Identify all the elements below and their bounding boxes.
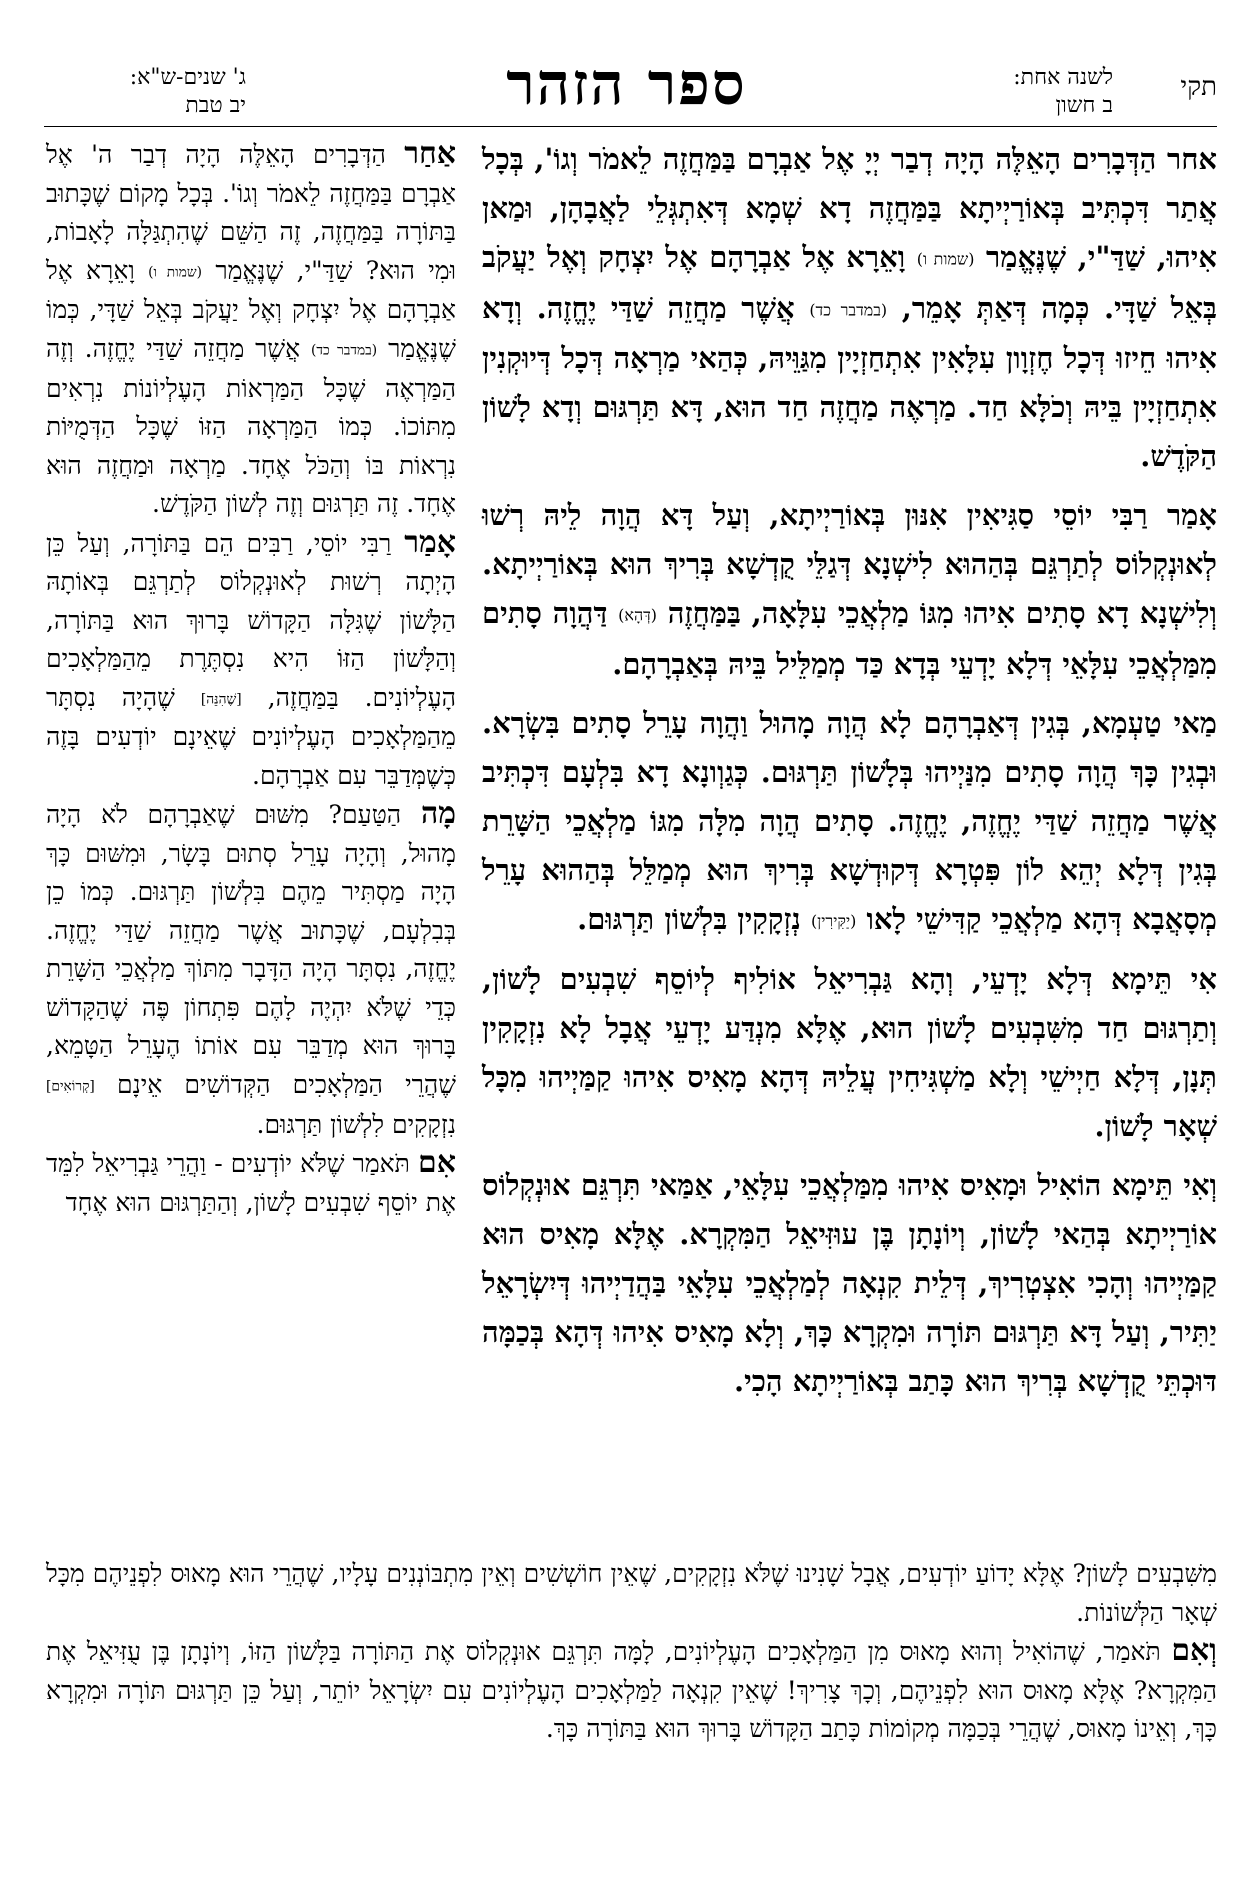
main-paragraph <box>482 699 1217 946</box>
paragraph-text: תֵּימָא הוֹאִיל וּמָאִיס אִיהוּ מִמַּלְאֲכֵי עִלָּאֵי, אַמַּאי תִּרְגֵּם אוּנְקְלוֹס אוֹרַיְיתָא בְּהַאי לָשׁוֹן, וְיוֹנָתָן בֶּן עוּזִּיאֵל הַמִּקְרָא. אֶלָּא מָאִיס הוּא קַמַּיְיהוּ וְהָכִי אִצְטְרִיךְ, דְּלֵית קִנְאָה לְמַלְאֲכֵי עִלָּאֵי בַּהֲדַיְיהוּ דְּיִשְׂרָאֵל יַתִּיר, וְעַל דָּא תַּרְגּוּם תּוֹרָה וּמִקְרָא כָּךְ, וְלָא מָאִיס אִיהוּ דְּהָא בְּכַמָּה דּוּכְתֵּי קֻדְשָׁא בְּרִיךְ הוּא כָּתַב בְּאוֹרַיְיתָא הָכִי. <box>482 1168 1217 1398</box>
translation-paragraph <box>46 524 456 796</box>
paragraph-lead-word: אָמַר <box>1166 498 1217 532</box>
aramaic-main-text <box>482 135 1217 1416</box>
paragraph-text: הַטַּעַם? מִשּׁוּם שֶׁאַבְרָהָם לֹא הָיָה מָהוּל, וְהָיָה עָרֵל סְתוּם בָּשָׂר, וּמִשּׁוּם כָּךְ הָיָה מַסְתִּיר מֵהֶם בִּלְשׁוֹן תַּרְגּוּם. כְּמוֹ כֵן בְּבִלְעָם, שֶׁכָּתוּב אֲשֶׁר מַחֲזֵה שַׁדַּי יֶחֱזֶה. יֶחֱזֶה, נִסְתָּר הָיָה הַדָּבָר מִתּוֹךְ מַלְאֲכֵי הַשָּׁרֵת כְּדֵי שֶׁלֹּא יִהְיֶה לָהֶם פִּתְחוֹן פֶּה שֶׁהַקָּדוֹשׁ בָּרוּךְ הוּא מְדַבֵּר עִם אוֹתוֹ הֶעָרֵל הַטָּמֵא, שֶׁהֲרֵי הַמַּלְאָכִים הַקְּדוֹשִׁים אֵינָם <box>46 800 456 1099</box>
paragraph-text: אֲשֶׁר מַחֲזֵה שַׁדַּי יֶחֱזֶה. וְדָא אִיהוּ חֵיזוּ דְּכָל חֶזְוָון עִלָּאִין אִתְחַזְיָין מִגַּוֵּיהּ, כְּהַאי מַרְאָה דְּכָל דְּיוּקְנִין אִתְחַזְיָין בֵּיהּ וְכֹלָּא חַד. מַרְאֶה מַחֲזֶה חַד הוּא, דָּא תַּרְגּוּם וְדָא לָשׁוֹן הַקֹּדֶשׁ. <box>482 290 1217 473</box>
scripture-reference: (במדבר כד) <box>311 342 378 358</box>
header-divider <box>44 126 1217 127</box>
paragraph-text: מִשִּׁבְעִים לָשׁוֹן? אֶלָּא יָדוֹעַ יוֹדְעִים, אֲבָל שָׁנִינוּ שֶׁלֹּא נִזְקָקִים, שֶׁאֵין חוֹשְׁשִׁים וְאֵין מִתְבּוֹנְנִים עָלָיו, שֶׁהֲרֵי הוּא מָאוּס לִפְנֵיהֶם מִכָּל שְׁאָר הַלְּשׁוֹנוֹת. <box>46 1559 1217 1627</box>
paragraph-text: תֵּימָא דְּלָא יָדְעֵי, וְהָא גַּבְרִיאֵל אוֹלִיף לְיוֹסֵף שִׁבְעִים לָשׁוֹן, וְתַרְגּוּם חַד מִשִּׁבְעִים לָשׁוֹן הוּא, אֶלָּא מִנְדַּע יָדְעֵי אֲבָל לָא נִזְקָקִין תְּנָן, דְּלָא חַיְישֵׁי וְלָא מַשְׁגִּיחִין עֲלֵיהּ דְּהָא מָאִיס אִיהוּ קַמַּיְיהוּ מִכָּל שְׁאָר לָשׁוֹן. <box>482 962 1217 1143</box>
variant-reading: [שֶׁהִנֵּה] <box>200 690 242 707</box>
translation-paragraph <box>46 135 456 524</box>
translation-continuation <box>46 1555 1217 1749</box>
variant-reading: (יַקִּירִין) <box>810 911 857 930</box>
hebrew-translation-column <box>46 135 456 1222</box>
paragraph-text: נִזְקָקִים לִלְשׁוֹן תַּרְגּוּם. <box>256 1109 456 1139</box>
variant-reading: (דְּהָא) <box>618 605 658 625</box>
translation-paragraph <box>46 1632 1217 1749</box>
paragraph-text: רַבִּי יוֹסֵי, רַבִּים הֵם בַּתּוֹרָה, וְעַל כֵּן הָיְתָה רְשׁוּת לְאוּנְקְלוֹס לְתַרְגֵּם בְּאוֹתָהּ הַלָּשׁוֹן שֶׁגִּלָּה הַקָּדוֹשׁ בָּרוּךְ הוּא בַּתּוֹרָה, וְהַלָּשׁוֹן הַזּוֹ הִיא נִסְתֶּרֶת מֵהַמַּלְאָכִים הָעֶלְיוֹנִים. בַּמַּחֲזֶה, <box>46 528 457 712</box>
paragraph-lead-word: מַאי <box>1173 705 1217 740</box>
schedule-label-three-years: ג' שנים-ש"א: <box>129 65 246 90</box>
paragraph-text: וָאֵרָא אֶל אַבְרָהָם אֶל יִצְחָק וְאֶל יַעֲקֹב בְּאֵל שַׁדָּי. כְּמָה דְּאַתְּ אָמֵר, <box>482 240 1217 325</box>
main-paragraph <box>482 135 1217 481</box>
paragraph-text: הַדְּבָרִים הָאֵלֶּה הָיָה דְבַר יְיָ אֶל אַבְרָם בַּמַּחֲזֶה לֵאמֹר וְגוֹ', בְּכָל אֲתַר דִּכְתִּיב בְּאוֹרַיְיתָא בַּמַּחֲזֶה דָא שְׁמָא דְּאִתְגְּלֵי לַאֲבָהָן, וּמַאן אִיהוּ, שַׁדַּ"י, שֶׁנֶּאֱמַר <box>482 142 1217 274</box>
reading-schedule-left <box>46 64 246 120</box>
paragraph-text: טַעְמָא, בְּגִין דְּאַבְרָהָם לָא הֲוָה מָהוּל וַהֲוָה עָרֵל סָתִים בִּשְׂרָא. וּבְגִין כָּךְ הֲוָה סָתִים מִנַּיְיהוּ בְּלָשׁוֹן תַּרְגּוּם. כְּגַוְונָא דָא בִּלְעָם דִּכְתִּיב אֲשֶׁר מַחֲזֵה שַׁדַּי יֶחֱזֶה, יֶחֱזֶה. סָתִים הֲוָה מִלָּה מִגּוֹ מַלְאֲכֵי הַשָּׁרֵת בְּגִין דְּלָא יְהֵא לוֹן פִּטְרָא דְּקוּדְשָׁא בְּרִיךְ הוּא מְמַלֵּל בְּהַהוּא עָרֵל מְסָאֲבָא דְּהָא מַלְאֲכֵי קַדִּישֵׁי לָאו <box>482 705 1217 936</box>
book-title: ספר הזהר <box>506 50 747 118</box>
scripture-reference: (במדבר כד) <box>809 300 888 319</box>
page-number: תקי <box>1180 72 1217 102</box>
paragraph-text: נְזְקָקִין בִּלְשׁוֹן תַּרְגּוּם. <box>577 901 801 936</box>
paragraph-lead-word: אִם <box>418 1145 457 1180</box>
paragraph-text: וָאֵרָא אֶל אַבְרָהָם אֶל יִצְחָק וְאֶל יַעֲקֹב בְּאֵל שַׁדָּי, כְּמוֹ שֶׁנֶּאֱמַר <box>46 255 456 363</box>
translation-paragraph <box>46 1144 456 1222</box>
schedule-date-one-year: ב חשון <box>1055 93 1113 118</box>
paragraph-text: דַּהֲוָה סָתִים מִמַּלְאֲכֵי עִלָּאֵי דְּלָא יָדְעֵי בְּדָא כַּד מְמַלֵּיל בֵּיהּ בְּאַבְרָהָם. <box>482 596 1217 681</box>
paragraph-lead-word: אַחַר <box>404 136 456 171</box>
paragraph-lead-word: אִי <box>1190 962 1217 996</box>
scripture-reference: (שמות ו) <box>148 263 202 280</box>
paragraph-text: שֶׁהָיָה נִסְתָּר מֵהַמַּלְאָכִים הָעֶלְיוֹנִים שֶׁאֵינָם יוֹדְעִים בָּזֶה כְּשֶׁמְּדַבֵּר עִם אַבְרָהָם. <box>46 682 456 790</box>
paragraph-lead-word: אָמַר <box>404 524 456 560</box>
paragraph-lead-word: וְאִי <box>1183 1168 1217 1202</box>
main-paragraph <box>482 1161 1217 1406</box>
paragraph-text: הַדְּבָרִים הָאֵלֶּה הָיָה דְבַר ה' אֶל אַבְרָם בַּמַּחֲזֶה לֵאמֹר וְגוֹ'. בְּכָל מָקוֹם שֶׁכָּתוּב בַּתּוֹרָה בַּמַּחֲזֶה, זֶה הַשֵּׁם שֶׁהִתְגַּלָּה לָאָבוֹת, וּמִי הוּא? שַׁדַּ"י, שֶׁנֶּאֱמַר <box>46 140 457 285</box>
paragraph-lead-word: אחר <box>1166 142 1217 176</box>
paragraph-lead-word: מָה <box>420 796 456 832</box>
paragraph-text: רַבִּי יוֹסֵי סַגִּיאִין אִנּוּן בְּאוֹרַיְיתָא, וְעַל דָּא הֲוָה לֵיהּ רְשׁוּ לְאוּנְקְלוֹס לְתַרְגֵּם בְּהַהוּא לִישְׁנָא דְּגַלֵּי קֻדְשָׁא בְּרִיךְ הוּא בְּאוֹרַיְיתָא. וְלִישְׁנָא דָא סָתִים אִיהוּ מִגּוֹ מַלְאֲכֵי עִלָּאָה, בַּמַּחֲזֶה <box>482 498 1217 630</box>
schedule-date-three-years: יב טבת <box>185 93 246 118</box>
paragraph-text: אֲשֶׁר מַחֲזֵה שַׁדַּי יֶחֱזֶה. וְזֶה הַמַּרְאֶה שֶׁכָּל הַמַּרְאוֹת הָעֶלְיוֹנוֹת נִרְאִים מִתּוֹכוֹ. כְּמוֹ הַמַּרְאָה הַזּוֹ שֶׁכָּל הַדְּמֻיּוֹת נִרְאוֹת בּוֹ וְהַכֹּל אֶחָד. מַרְאָה וּמַחֲזֶה הוּא אֶחָד. זֶה תַּרְגּוּם וְזֶה לְשׁוֹן הַקֹּדֶשׁ. <box>46 333 456 518</box>
main-paragraph <box>482 955 1217 1151</box>
paragraph-text: תֹּאמַר שֶׁלֹּא יוֹדְעִים - וַהֲרֵי גַּבְרִיאֵל לִמֵּד אֶת יוֹסֵף שִׁבְעִים לָשׁוֹן, וְהַתַּרְגּוּם הוּא אֶחָד <box>46 1149 456 1217</box>
main-paragraph <box>482 491 1217 689</box>
paragraph-lead-word: וְאִם <box>1171 1633 1217 1668</box>
schedule-label-one-year: לשנה אחת: <box>1013 65 1113 90</box>
variant-reading: [קְרוֹאִים] <box>46 1078 95 1094</box>
scripture-reference: (שמות ו) <box>916 249 975 269</box>
translation-paragraph <box>46 795 456 1144</box>
paragraph-text: תֹּאמַר, שֶׁהוֹאִיל וְהוּא מָאוּס מִן הַמַּלְאָכִים הָעֶלְיוֹנִים, לָמָּה תִּרְגֵּם אוּנְקְלוֹס אֶת הַתּוֹרָה בַּלָּשׁוֹן הַזּוֹ, וְיוֹנָתָן בֶּן עֻזִּיאֵל אֶת הַמִּקְרָא? אֶלָּא מָאוּס הוּא לִפְנֵיהֶם, וְכָךְ צָרִיךְ! שֶׁאֵין קִנְאָה לַמַּלְאָכִים הָעֶלְיוֹנִים עִם יִשְׂרָאֵל יוֹתֵר, וְעַל כֵּן תַּרְגּוּם תּוֹרָה וּמִקְרָא כָּךְ, וְאֵינוֹ מָאוּס, שֶׁהֲרֵי בְּכַמָּה מְקוֹמוֹת כָּתַב הַקָּדוֹשׁ בָּרוּךְ הוּא בַּתּוֹרָה כָּךְ. <box>46 1637 1217 1743</box>
translation-paragraph <box>46 1555 1217 1632</box>
